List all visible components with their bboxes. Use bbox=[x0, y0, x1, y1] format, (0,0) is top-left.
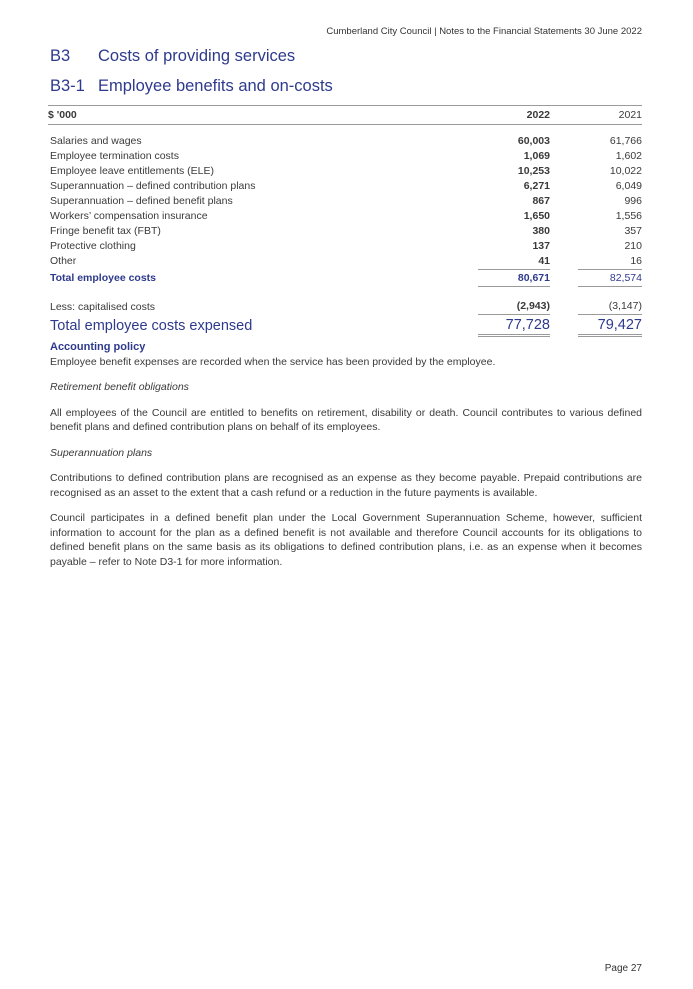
table-row bbox=[48, 254, 642, 269]
table-row bbox=[48, 209, 642, 224]
value-2021: 1,602 bbox=[615, 150, 642, 162]
value-2022: 380 bbox=[532, 225, 550, 237]
section-title: Costs of providing services bbox=[98, 47, 296, 65]
grand-total-2022: 77,728 bbox=[478, 316, 550, 337]
value-2021: 1,556 bbox=[615, 210, 642, 222]
policy-title: Accounting policy bbox=[50, 341, 146, 353]
retirement-text: All employees of the Council are entitled to benefits on retirement, disability or death. Council contributes to various defined benefit plans and defined contribution plans on behalf of its employees. bbox=[50, 406, 642, 433]
less-row bbox=[48, 298, 642, 315]
less-label: Less: capitalised costs bbox=[50, 300, 156, 313]
value-2021: 996 bbox=[624, 195, 642, 207]
superannuation-heading: Superannuation plans bbox=[50, 446, 153, 459]
retirement-heading: Retirement benefit obligations bbox=[50, 381, 189, 393]
value-2021: 16 bbox=[630, 255, 642, 267]
value-2022: 867 bbox=[532, 195, 550, 207]
row-label: Superannuation – defined contribution plans bbox=[50, 180, 256, 192]
section-heading-b3-1 bbox=[50, 77, 333, 96]
row-label: Protective clothing bbox=[50, 240, 136, 252]
accounting-policy bbox=[50, 340, 642, 569]
table-row bbox=[48, 134, 642, 149]
value-2021: 61,766 bbox=[609, 135, 642, 147]
table-row bbox=[48, 194, 642, 209]
value-2022: 137 bbox=[532, 240, 550, 252]
superannuation-text-1: Contributions to defined contribution plans are recognised as an expense as they become payable. Prepaid contributions are recognised as an asset to the extent that a cash refund or a reduction in the future payments is available. bbox=[50, 472, 642, 499]
table-header-row bbox=[48, 106, 642, 125]
superannuation-text-2: Council participates in a defined benefit plan under the Local Government Superannuation Scheme, however, sufficient information to account for the plan as a defined benefit is not available and therefore Council accounts for its obligations to defined benefit plans on the same basis as its obligations to defined contribution plans, i.e. as an expense when it becomes payable – refer to Note D3-1 for more information. bbox=[50, 512, 642, 568]
grand-total-2021: 79,427 bbox=[578, 316, 642, 337]
table-row bbox=[48, 149, 642, 164]
value-2022: 60,003 bbox=[517, 135, 550, 147]
table-row bbox=[48, 239, 642, 254]
section-number: B3 bbox=[50, 47, 71, 65]
row-label: Employee termination costs bbox=[50, 150, 179, 162]
total-2022: 80,671 bbox=[478, 269, 550, 287]
value-2022: 10,253 bbox=[517, 165, 550, 177]
table-row bbox=[48, 164, 642, 179]
value-2021: 357 bbox=[624, 225, 642, 237]
column-header-2022: 2022 bbox=[462, 106, 562, 125]
column-header-2021: 2021 bbox=[562, 106, 642, 125]
less-2021: (3,147) bbox=[578, 298, 642, 315]
section-number: B3-1 bbox=[50, 77, 85, 95]
section-title: Employee benefits and on-costs bbox=[98, 77, 333, 95]
value-2022: 1,650 bbox=[523, 210, 550, 222]
row-label: Superannuation – defined benefit plans bbox=[50, 195, 233, 207]
grand-total-row bbox=[48, 315, 642, 337]
row-label: Salaries and wages bbox=[50, 135, 142, 147]
row-label: Workers’ compensation insurance bbox=[50, 210, 208, 222]
total-label: Total employee costs bbox=[50, 272, 157, 284]
value-2022: 1,069 bbox=[523, 150, 550, 162]
page-number: Page 27 bbox=[604, 963, 642, 974]
row-label: Fringe benefit tax (FBT) bbox=[50, 225, 161, 237]
unit-label: $ '000 bbox=[48, 106, 462, 125]
table-row bbox=[48, 179, 642, 194]
value-2021: 10,022 bbox=[609, 165, 642, 177]
section-heading-b3 bbox=[50, 47, 295, 66]
row-label: Other bbox=[50, 255, 77, 267]
running-header: Cumberland City Council | Notes to the Financial Statements 30 June 2022 bbox=[326, 26, 642, 37]
table-row bbox=[48, 224, 642, 239]
value-2021: 210 bbox=[624, 240, 642, 252]
value-2022: 41 bbox=[538, 255, 550, 267]
value-2021: 6,049 bbox=[615, 180, 642, 192]
less-2022: (2,943) bbox=[478, 298, 550, 315]
grand-total-label: Total employee costs expensed bbox=[50, 318, 253, 334]
total-2021: 82,574 bbox=[578, 269, 642, 287]
value-2022: 6,271 bbox=[523, 180, 550, 192]
policy-intro: Employee benefit expenses are recorded when the service has been provided by the employee. bbox=[50, 355, 496, 368]
row-label: Employee leave entitlements (ELE) bbox=[50, 165, 214, 177]
employee-costs-table bbox=[48, 105, 642, 337]
total-row bbox=[48, 269, 642, 287]
